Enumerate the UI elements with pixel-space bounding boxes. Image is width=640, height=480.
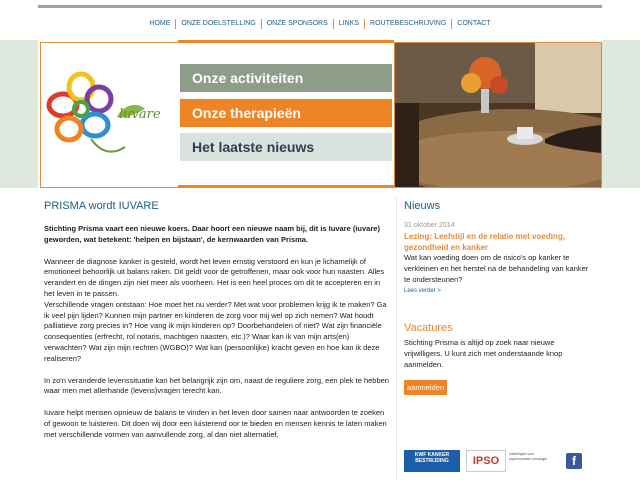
- header-photo: [394, 42, 602, 188]
- aanmelden-button[interactable]: aanmelden: [404, 380, 447, 395]
- nav-contact[interactable]: CONTACT: [451, 19, 495, 29]
- partner-logos: [404, 450, 594, 474]
- menu-het-laatste-nieuws[interactable]: Het laatste nieuws: [180, 133, 392, 161]
- top-nav: [38, 14, 602, 34]
- menu-bottom-bar: [178, 185, 394, 188]
- nav-onze-sponsors[interactable]: ONZE SPONSORS: [261, 19, 333, 29]
- nav-onze-doelstelling[interactable]: ONZE DOELSTELLING: [175, 19, 260, 29]
- menu-onze-therapieen[interactable]: Onze therapieën: [180, 99, 392, 127]
- article-paragraph-1: Wanneer de diagnose kanker is gesteld, wordt het leven ernstig verstoord en kun je lichamelijk of emotioneel behoorlijk uit balans raken. Dit geldt voor de getroffenen, maar ook voor hun naasten. Alles verandert en de dingen zijn niet meer als voorheen. Het is een heel proces om dit te accepteren en in het leven in te passen.: [44, 256, 385, 298]
- nav-routebeschrijving[interactable]: ROUTEBESCHRIJVING: [364, 19, 451, 29]
- menu-onze-activiteiten[interactable]: Onze activiteiten: [180, 64, 392, 92]
- kwf-logo[interactable]: [404, 450, 460, 472]
- article-intro: Stichting Prisma vaart een nieuwe koers. Daar hoort een nieuwe naam bij, dit is Iuvare (iuvare) geworden, wat betekent: 'helpen en bijstaan', de kernwaarden van Prisma.: [44, 224, 380, 244]
- kwf-logo-text: KWF KANKER BESTRIJDING: [414, 452, 450, 464]
- news-headline-link[interactable]: Lezing: Leefstijl en de relatie met voeding, gezondheid en kanker: [404, 232, 565, 252]
- header: [38, 40, 602, 188]
- nav-links[interactable]: LINKS: [333, 19, 364, 29]
- article-paragraph-2: Verschillende vragen ontstaan: Hoe moet het nu verder? Met wat voor problemen krijg ik te maken? Ga ik veel pijn lijden? Kunnen mijn partner en kinderen de zorg voor mij wel op zich nemen? Wat houdt palliatieve zorg precies in? Hoe vang ik mijn kinderen op? Doorbehandelen of niet? Wat zijn financiële consequenties (erfrecht, rol notaris, machtigen naasten, etc.)? Waar kan ik van mijn arts(en) verwachten? Wat zijn mijn rechten (WGBO)? Wat kan (persoonlijke) kracht geven en hoe kan ik deze realiseren?: [44, 299, 387, 363]
- article-paragraph-4: Iuvare helpt mensen opnieuw de balans te vinden in het leven door samen naar antwoorden te zoeken of gewoon te luisteren. Dit doen wij door een luisterend oor te bieden en mensen kennis te laten maken met verschillende vormen van aanvullende zorg, al dan niet alternatief,: [44, 408, 387, 439]
- vacatures-text: Stichting Prisma is altijd op zoek naar nieuwe vrijwilligers. U kunt zich met onderstaande knop aanmelden.: [404, 338, 563, 369]
- ipso-subtitle: instellingen voor psychosociale oncologie: [509, 452, 547, 461]
- sidebar: [404, 200, 594, 395]
- top-rule: [38, 5, 602, 8]
- read-more-link[interactable]: Lees verder >: [404, 288, 441, 295]
- article-paragraph-3: In zo'n veranderde levenssituatie kan het belangrijk zijn om, naast de reguliere zorg, een plek te hebben waar men met allerhande (levens)vragen terecht kan.: [44, 375, 389, 396]
- news-summary: Wat kan voeding doen om de risico's op kanker te verkleinen en het herstel na de behandeling van kanker te ondersteunen?: [404, 253, 589, 284]
- article-title: PRISMA wordt IUVARE: [44, 200, 159, 212]
- logo-wordmark: luvare: [119, 107, 161, 122]
- facebook-icon[interactable]: f: [566, 453, 582, 469]
- vacatures-heading: Vacatures: [404, 322, 453, 335]
- menu-top-bar: [178, 40, 394, 43]
- news-date: 31 oktober 2014: [404, 222, 455, 229]
- nav-home[interactable]: HOME: [149, 20, 171, 27]
- ipso-logo-text: IPSO: [472, 455, 500, 467]
- column-separator: [396, 196, 397, 480]
- logo[interactable]: [40, 42, 180, 188]
- news-heading: Nieuws: [404, 200, 441, 212]
- main-content: [44, 200, 389, 441]
- ipso-logo[interactable]: [466, 450, 506, 472]
